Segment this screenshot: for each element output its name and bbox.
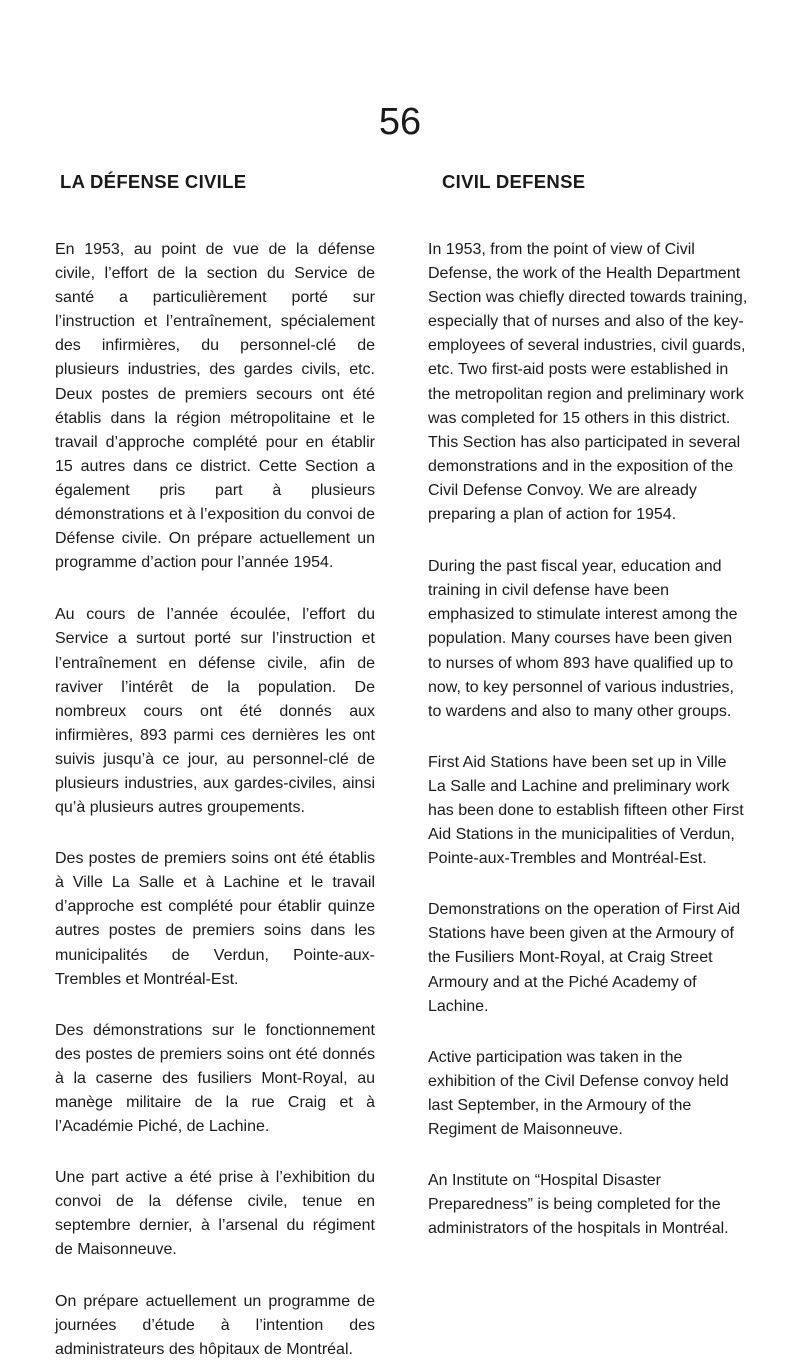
french-paragraph-3: Des postes de premiers soins ont été établis à Ville La Salle et à Lachine et le travail d’approche est complété pour établir quinze autres postes de premiers soins dans les municipalités de Verdun, Pointe-aux-Trembles et Montréal-Est. [55, 850, 375, 988]
french-paragraph-2: Au cours de l’année écoulée, l’effort du Service a surtout porté sur l’instruction et l’entraînement en défense civile, afin de raviver l’intérêt de la population. De nombreux cours ont été donnés aux infirmières, 893 parmi ces dernières les ont suivis jusqu’à ce jour, au personnel-clé de plusieurs industries, aux gardes-civiles, ainsi qu’à plusieurs autres groupements. [55, 606, 375, 817]
english-paragraph-5: Active participation was taken in the exhibition of the Civil Defense convoy held last September, in the Armoury of the Regiment de Maisonneuve. [428, 1048, 729, 1138]
english-paragraph-2: During the past fiscal year, education and training in civil defense have been emphasized to stimulate interest among the population. Many courses have been given to nurses of whom 893 have qualified up to now, to key personnel of various industries, to wardens and also to many other groups. [428, 558, 738, 720]
english-heading: CIVIL DEFENSE [442, 171, 586, 192]
page-number: 56 [378, 101, 422, 143]
english-paragraph-6: An Institute on “Hospital Disaster Preparedness” is being completed for the administrators of the hospitals in Montréal. [428, 1172, 729, 1238]
english-paragraph-1: In 1953, from the point of view of Civil Defense, the work of the Health Department Section was chiefly directed towards training, especially that of nurses and also of the key-employees of several industries, civil guards, etc. Two first-aid posts were established in the metropolitan region and preliminary work was completed for 15 others in this district. This Section has also participated in several demonstrations and in the exposition of the Civil Defense Convoy. We are already preparing a plan of action for 1954. [428, 241, 748, 524]
french-heading: LA DÉFENSE CIVILE [60, 171, 247, 192]
french-paragraph-5: Une part active a été prise à l’exhibition du convoi de la défense civile, tenue en septembre dernier, à l’arsenal du régiment de Maisonneuve. [55, 1169, 375, 1259]
french-column [55, 170, 375, 1362]
french-paragraph-1: En 1953, au point de vue de la défense civile, l’effort de la section du Service de santé a particulièrement porté sur l’instruction et l’entraînement, spécialement des infirmières, du personnel-clé de plusieurs industries, des gardes civils, etc. Deux postes de premiers secours ont été établis dans la région métropolitaine et le travail d’approche complété pour en établir 15 autres dans ce district. Cette Section a également pris part à plusieurs démonstrations et à l’exposition du convoi de Défense civile. On prépare actuellement un programme d’action pour l’année 1954. [55, 241, 375, 572]
english-paragraph-3: First Aid Stations have been set up in Ville La Salle and Lachine and preliminary work has been done to establish fifteen other First Aid Stations in the municipalities of Verdun, Pointe-aux-Trembles and Montréal-Est. [428, 753, 744, 868]
english-column [428, 170, 748, 1241]
french-paragraph-4: Des démonstrations sur le fonctionnement des postes de premiers soins ont été donnés à la caserne des fusiliers Mont-Royal, au manège militaire de la rue Craig et à l’Académie Piché, de Lachine. [55, 1021, 375, 1136]
french-paragraph-6: On prépare actuellement un programme de journées d’étude à l’intention des administrateurs des hôpitaux de Montréal. [55, 1292, 375, 1358]
english-paragraph-4: Demonstrations on the operation of First Aid Stations have been given at the Armoury of the Fusiliers Mont-Royal, at Craig Street Armoury and at the Piché Academy of Lachine. [428, 901, 741, 1015]
